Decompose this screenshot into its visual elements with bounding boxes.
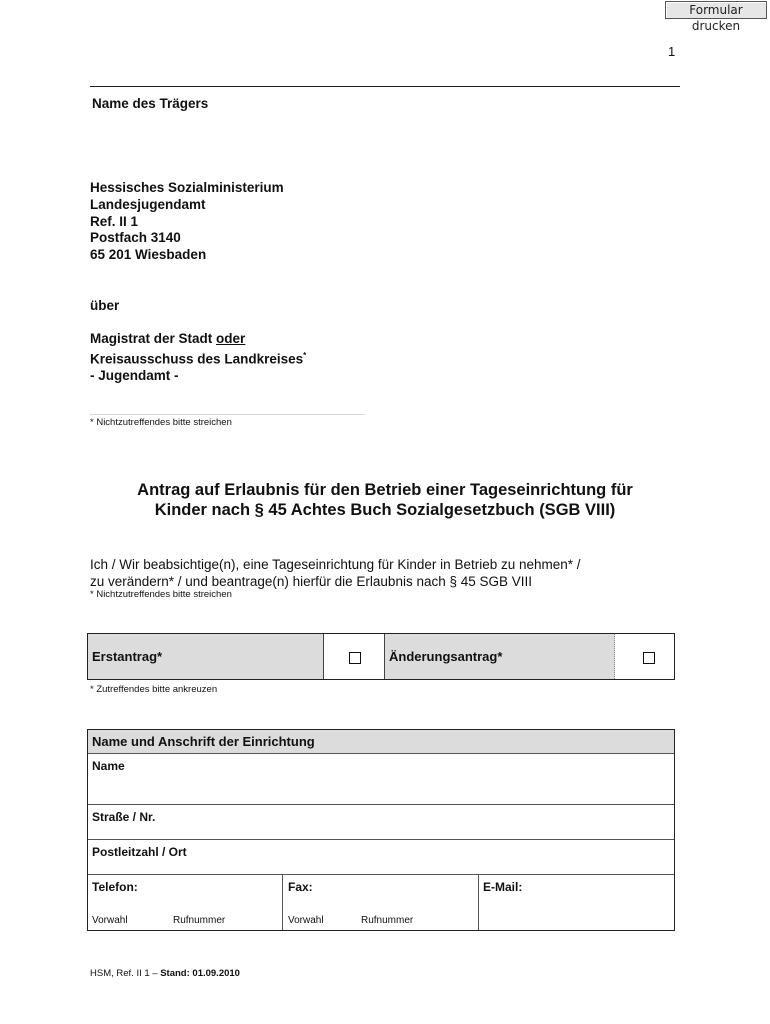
footnote-text: * Nichtzutreffendes bitte streichen [90,417,232,428]
strasse-label: Straße / Nr. [92,810,156,824]
plz-ort-field[interactable] [88,840,674,875]
address-line: Landesjugendamt [90,196,206,212]
strasse-field[interactable] [88,805,674,840]
header-rule [90,86,680,87]
einrichtung-table [87,729,675,931]
magistrat-line: - Jugendamt - [90,368,179,384]
antrag-type-table [87,633,675,680]
telefon-label: Telefon: [92,880,138,894]
erstantrag-cell [88,634,324,679]
einrichtung-header-row [88,730,674,754]
fax-vorwahl-label: Vorwahl [288,915,324,926]
email-field[interactable] [479,875,673,930]
telefon-rufnummer-label: Rufnummer [173,915,226,926]
einrichtung-header: Name und Anschrift der Einrichtung [92,734,315,749]
aenderungsantrag-label: Änderungsantrag* [389,649,503,664]
aenderungsantrag-cell [385,634,615,679]
footnote-divider [90,414,365,415]
intro-footnote: * Nichtzutreffendes bitte streichen [90,589,232,600]
magistrat-block [90,331,306,385]
contact-row [88,875,674,930]
fax-label: Fax: [288,880,313,894]
print-form-button[interactable]: Formular drucken [665,1,767,19]
name-label: Name [92,759,125,773]
footer-stand: Stand: 01.09.2010 [160,968,240,979]
name-field[interactable] [88,754,674,805]
aenderungsantrag-checkbox[interactable] [643,652,655,664]
page-number: 1 [668,44,676,59]
intro-text: Ich / Wir beabsichtige(n), eine Tageseinrichtung für Kinder in Betrieb zu nehmen* / zu verändern* / und beantrage(n) hierfür die Erlaubnis nach § 45 SGB VIII [90,557,581,589]
address-line: Postfach 3140 [90,230,181,246]
telefon-vorwahl-label: Vorwahl [92,915,128,926]
erstantrag-label: Erstantrag* [92,649,163,664]
email-label: E-Mail: [483,880,523,894]
erstantrag-checkbox-cell [324,634,385,679]
plz-ort-label: Postleitzahl / Ort [92,845,187,859]
footer-text: HSM, Ref. II 1 – Stand: 01.09.2010 [90,968,240,979]
document-title: Antrag auf Erlaubnis für den Betrieb einer Tageseinrichtung für Kinder nach § 45 Achtes Buch Sozialgesetzbuch (SGB VIII) [137,481,633,519]
fax-rufnummer-label: Rufnummer [361,915,414,926]
fax-field[interactable] [283,875,479,930]
traeger-label: Name des Trägers [92,96,209,111]
ueber-label: über [90,298,120,313]
recipient-address [90,180,284,264]
erstantrag-checkbox[interactable] [349,652,361,664]
aenderungsantrag-checkbox-cell [615,634,674,679]
address-line: Ref. II 1 [90,213,139,229]
magistrat-line: Kreisausschuss des Landkreises* [90,350,307,367]
oder-text: oder [216,331,246,346]
address-line: 65 201 Wiesbaden [90,247,207,263]
antrag-footnote: * Zutreffendes bitte ankreuzen [90,684,218,695]
telefon-field[interactable] [88,875,283,930]
magistrat-line: Magistrat der Stadt oder [90,331,246,346]
footnote-marker: * [303,350,307,360]
address-line: Hessisches Sozialministerium [90,180,284,195]
